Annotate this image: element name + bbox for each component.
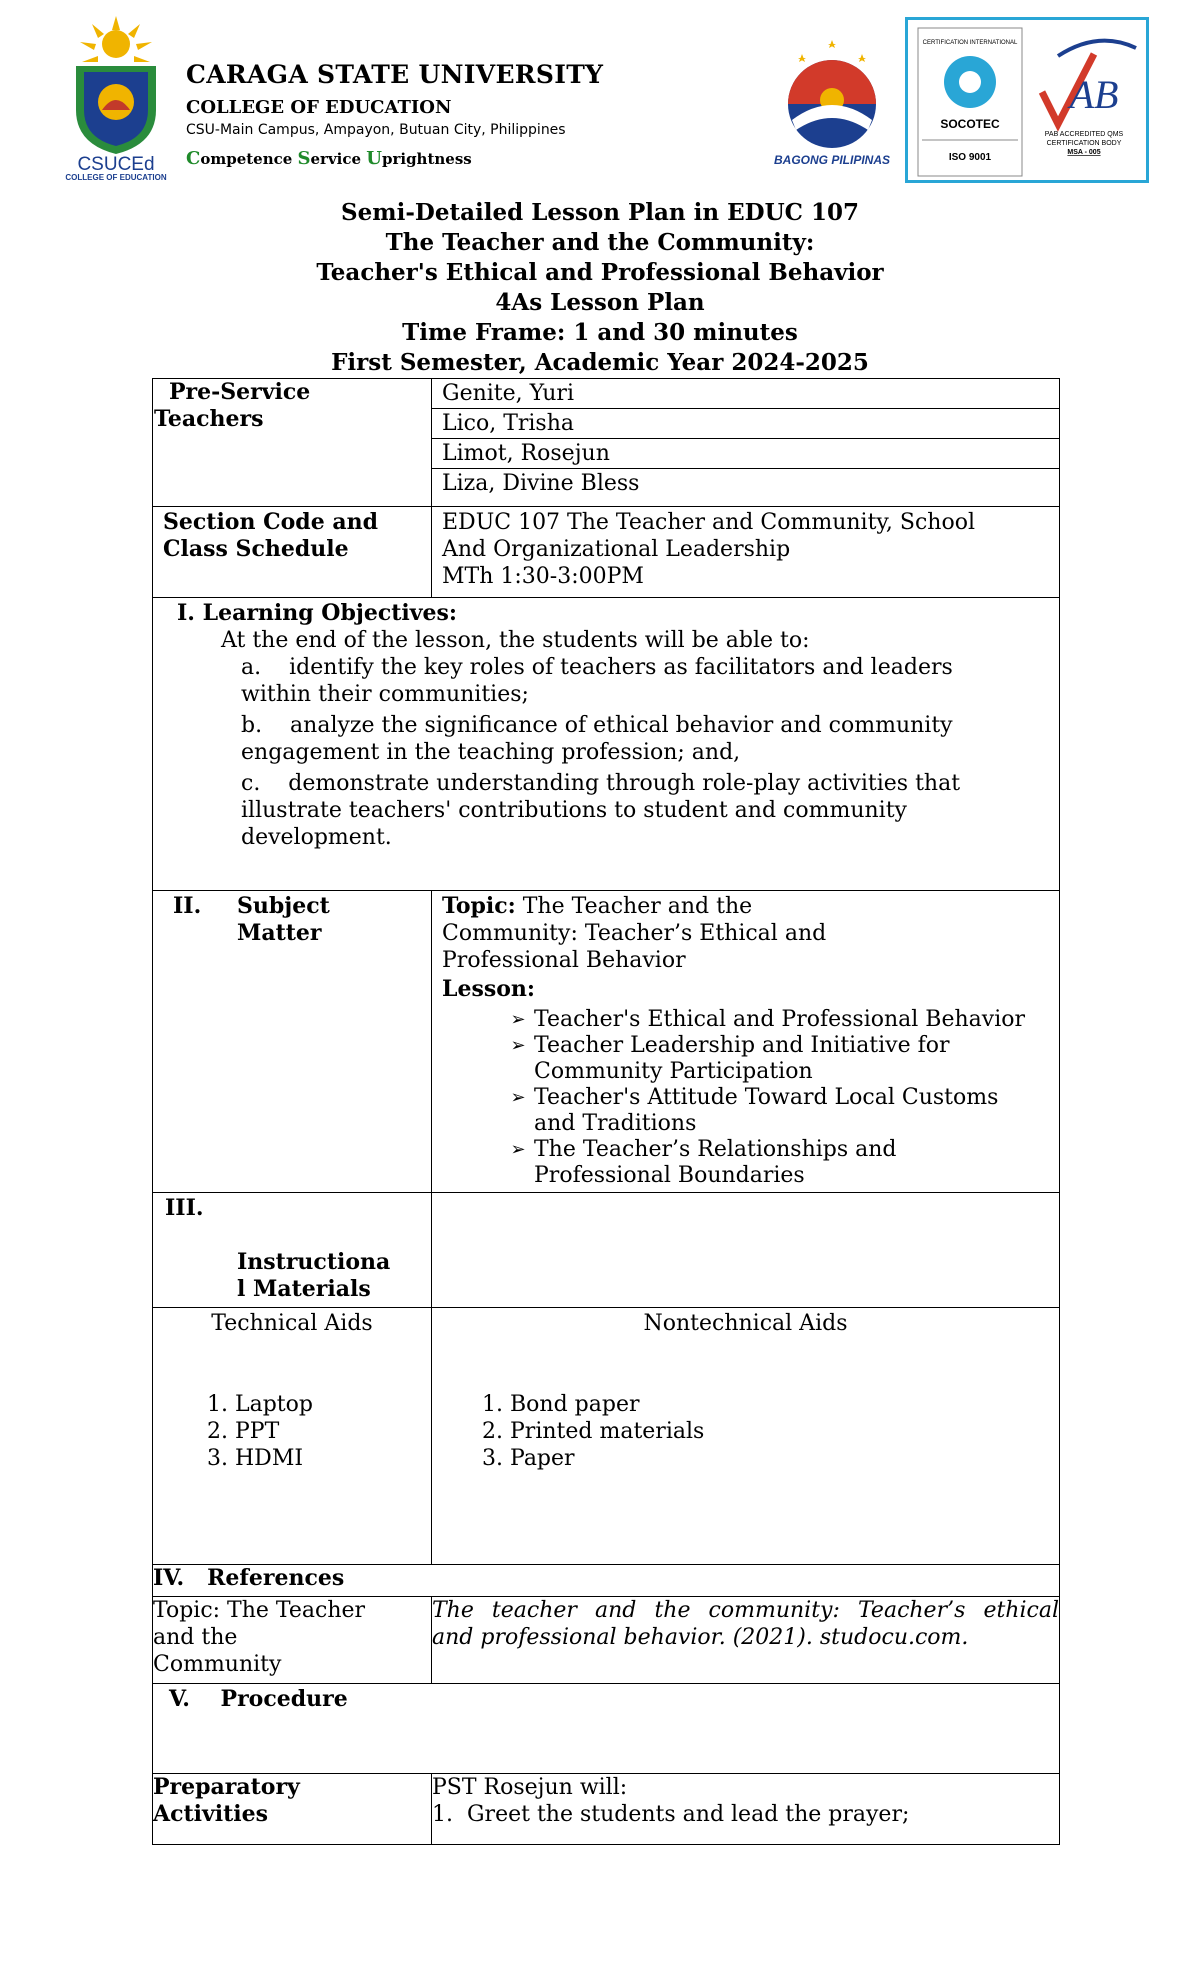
materials-label: III. Instructiona l Materials [153, 1193, 432, 1308]
procedure-heading-row [153, 1684, 1060, 1774]
socotec-text: SOCOTEC [940, 117, 1000, 131]
pab-text: AB [1069, 72, 1119, 117]
teachers-list [432, 379, 1060, 507]
list-item: ➢ Teacher's Ethical and Professional Behavior [502, 1007, 1049, 1033]
bagong-pilipinas-text: BAGONG PILIPINAS [773, 153, 891, 167]
list-item: ➢ Teacher Leadership and Initiative for Community Participation [502, 1033, 1049, 1085]
nontechnical-aids-label: Nontechnical Aids [643, 1311, 848, 1336]
pab-line2: CERTIFICATION BODY [1046, 140, 1122, 147]
lesson-label: Lesson: [442, 976, 536, 1002]
references-row [153, 1597, 1060, 1684]
teacher-name: Genite, Yuri [432, 379, 1059, 409]
preparatory-row [153, 1774, 1060, 1845]
learning-objectives [153, 598, 1060, 891]
college-name: COLLEGE OF EDUCATION [186, 97, 452, 118]
title-line2: The Teacher and the Community: [385, 229, 815, 256]
teachers-row [153, 379, 1060, 507]
subject-row [153, 891, 1060, 1193]
list-item: ➢ The Teacher’s Relationships and Professional Boundaries [502, 1137, 1049, 1189]
title-line5: Time Frame: 1 and 30 minutes [402, 319, 798, 346]
iso-text: ISO 9001 [948, 152, 992, 163]
pab-line3: MSA - 005 [1067, 149, 1101, 156]
subject-label: II. Subject Matter [153, 891, 432, 1193]
pab-line1: PAB ACCREDITED QMS [1044, 131, 1124, 138]
preparatory-content: PST Rosejun will: 1. Greet the students and lead the prayer; [432, 1774, 1060, 1845]
teacher-name: Liza, Divine Bless [442, 471, 640, 496]
university-name: CARAGA STATE UNIVERSITY [186, 60, 604, 89]
objective-b: b. analyze the significance of ethical behavior and community engagement in the teaching profession; and, [241, 713, 953, 765]
logo-wordmark: CSUCEd [77, 154, 155, 175]
list-item: 1. Bond paper [510, 1391, 1059, 1418]
reference-citation: The teacher and the community: Teacher’s ethical and professional behavior. (2021). studocu.com. [432, 1597, 1060, 1684]
campus-address: CSU-Main Campus, Ampayon, Butuan City, Philippines [186, 122, 566, 138]
title-line1: Semi-Detailed Lesson Plan in EDUC 107 [341, 199, 859, 226]
nontechnical-aids-list [432, 1391, 1059, 1472]
list-item: 2. PPT [235, 1418, 431, 1445]
section-row [153, 507, 1060, 598]
certification-badges [905, 17, 1149, 183]
csu-ced-logo [62, 14, 170, 182]
technical-aids-list [153, 1391, 431, 1472]
logo-subtext: COLLEGE OF EDUCATION [65, 173, 167, 182]
title-line3: Teacher's Ethical and Professional Behavior [316, 259, 884, 286]
teachers-label: Pre-Service Teachers [153, 379, 432, 507]
references-heading-row [153, 1565, 1060, 1597]
references-heading: IV. References [153, 1565, 1060, 1597]
objective-a: a. identify the key roles of teachers as facilitators and leaders within their communities; [241, 655, 953, 707]
objectives-intro: At the end of the lesson, the students will be able to: [221, 628, 810, 653]
university-motto: Competence Service Uprightness [186, 148, 472, 169]
section-value: EDUC 107 The Teacher and Community, School And Organizational Leadership MTh 1:30-3:00PM [432, 507, 1060, 598]
teacher-name: Limot, Rosejun [432, 439, 1059, 469]
section-label: Section Code and Class Schedule [153, 507, 432, 598]
objectives-heading: I. Learning Objectives: [177, 600, 458, 626]
subject-content: Topic: The Teacher and the Community: Teacher’s Ethical and Professional Behavior Lesson: ➢ Teacher's Ethical and Professional Behavior ➢ Teacher Leadership and Initiative for Community Participation ➢ Teacher's Attitude Toward Local Customs and Traditions ➢ The Teacher’s Relationships and Professional Boundaries [432, 891, 1060, 1193]
list-item: ➢ Teacher's Attitude Toward Local Customs and Traditions [502, 1085, 1049, 1137]
technical-aids [153, 1308, 432, 1565]
list-item: 3. HDMI [235, 1445, 431, 1472]
arrow-bullet-icon: ➢ [510, 1087, 526, 1108]
list-item: 1. Laptop [235, 1391, 431, 1418]
title-line6: First Semester, Academic Year 2024-2025 [331, 349, 869, 376]
arrow-bullet-icon: ➢ [510, 1009, 526, 1030]
objective-c: c. demonstrate understanding through role-play activities that illustrate teachers' contributions to student and community development. [241, 771, 961, 850]
references-topic: Topic: The Teacher and the Community [153, 1597, 432, 1684]
materials-row [153, 1193, 1060, 1308]
cert-arc-text: CERTIFICATION INTERNATIONAL [922, 40, 1018, 46]
topic: Topic: The Teacher and the [442, 893, 753, 919]
aids-row [153, 1308, 1060, 1565]
arrow-bullet-icon: ➢ [510, 1139, 526, 1160]
list-item: 3. Paper [510, 1445, 1059, 1472]
technical-aids-label: Technical Aids [211, 1311, 373, 1336]
arrow-bullet-icon: ➢ [510, 1035, 526, 1056]
teacher-name: Lico, Trisha [432, 409, 1059, 439]
nontechnical-aids [432, 1308, 1060, 1565]
lesson-list [442, 1007, 1049, 1189]
title-line4: 4As Lesson Plan [495, 289, 705, 316]
preparatory-label: Preparatory Activities [153, 1774, 432, 1845]
materials-empty-cell [432, 1193, 1060, 1308]
procedure-heading: V. Procedure [153, 1684, 1060, 1774]
lesson-plan-table [152, 378, 1060, 1845]
objectives-row [153, 598, 1060, 891]
list-item: 2. Printed materials [510, 1418, 1059, 1445]
bagong-pilipinas-logo [758, 34, 906, 170]
